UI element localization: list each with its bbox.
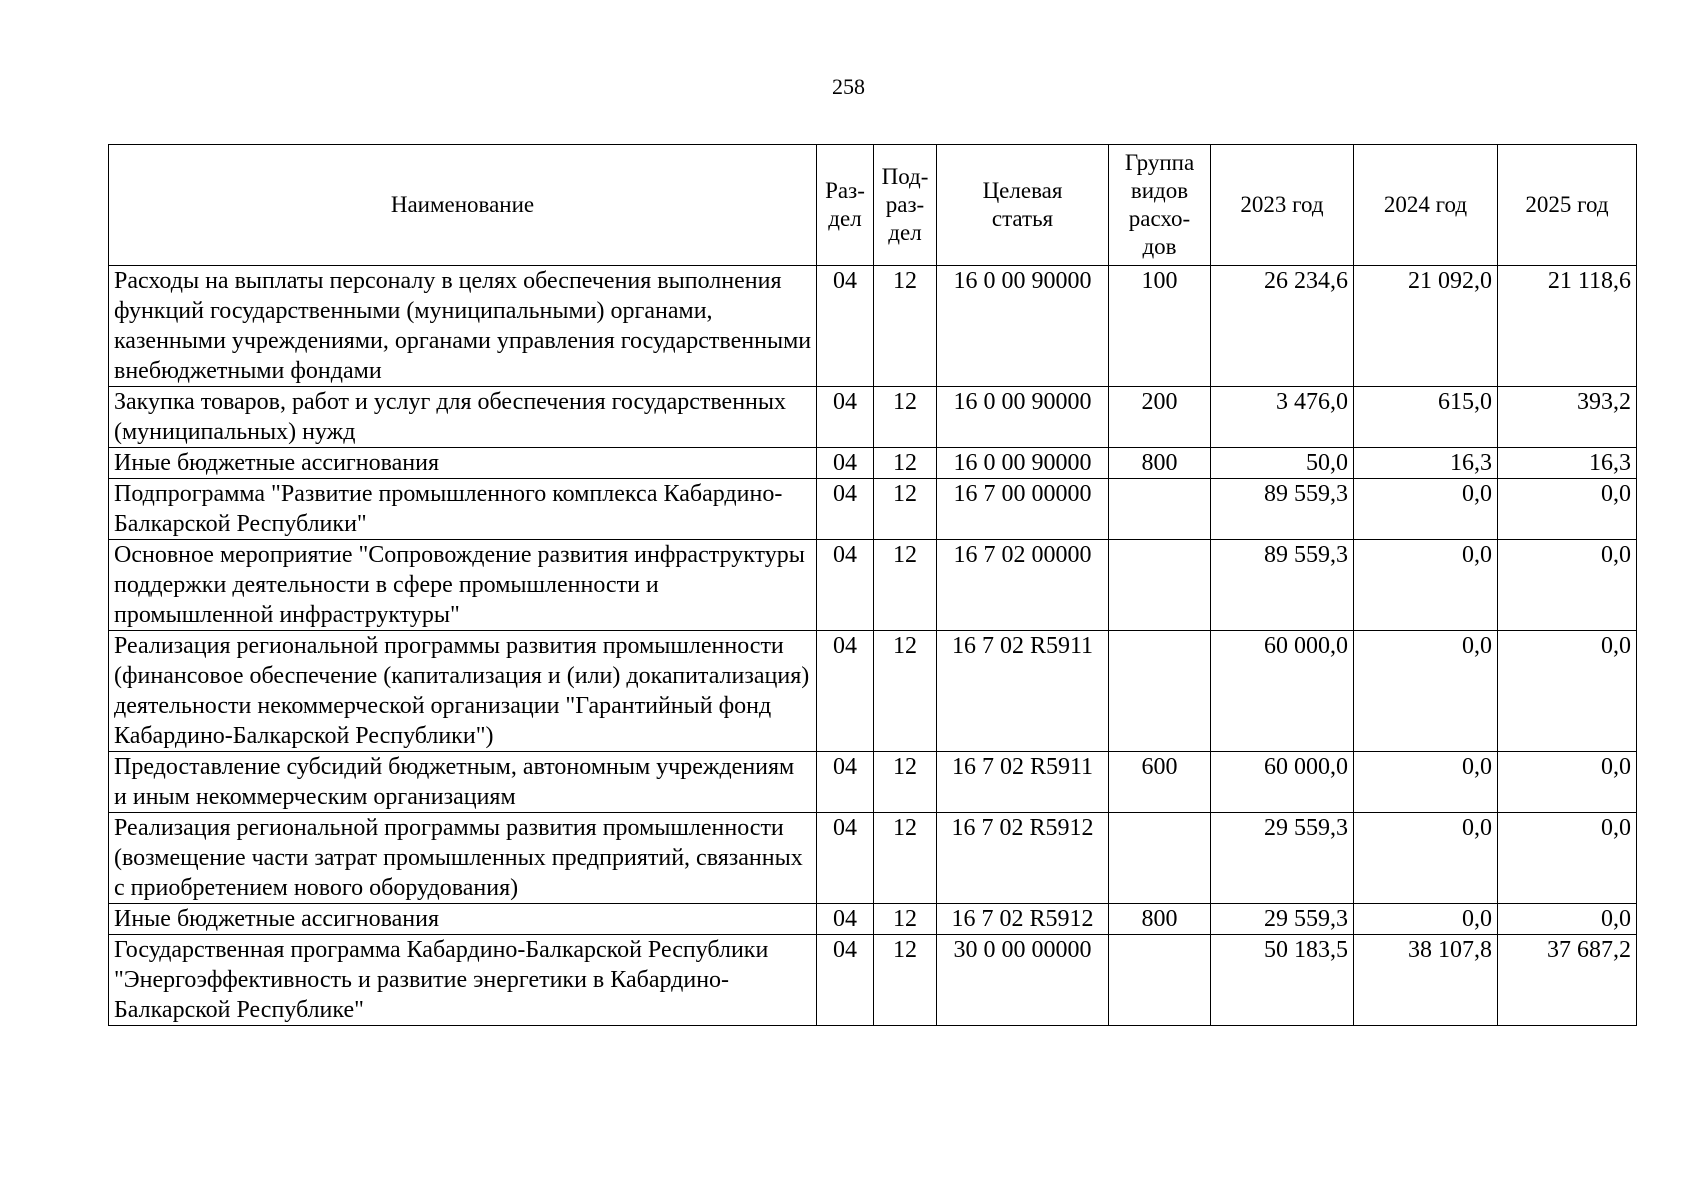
table-row [109, 752, 1637, 813]
cell-gruppa [1109, 540, 1211, 631]
cell-celevaya: 16 7 02 R5912 [937, 813, 1109, 904]
cell-2025: 16,3 [1498, 448, 1637, 479]
header-2023: 2023 год [1211, 145, 1354, 266]
cell-2024: 0,0 [1354, 479, 1498, 540]
cell-2024: 0,0 [1354, 752, 1498, 813]
table-row [109, 904, 1637, 935]
cell-2025: 0,0 [1498, 904, 1637, 935]
cell-podrazdel: 12 [874, 813, 937, 904]
cell-podrazdel: 12 [874, 904, 937, 935]
cell-podrazdel: 12 [874, 935, 937, 1026]
budget-table [108, 144, 1637, 1026]
cell-2024: 0,0 [1354, 631, 1498, 752]
cell-2023: 26 234,6 [1211, 266, 1354, 387]
cell-2023: 3 476,0 [1211, 387, 1354, 448]
cell-2024: 0,0 [1354, 813, 1498, 904]
header-podrazdel-text: Под- раз- дел [881, 164, 929, 245]
cell-podrazdel: 12 [874, 266, 937, 387]
header-celevaya [937, 145, 1109, 266]
cell-name: Основное мероприятие "Сопровождение развития инфраструктуры поддержки деятельности в сфере промышленности и промышленной инфраструктуры" [109, 540, 817, 631]
cell-celevaya: 16 0 00 90000 [937, 387, 1109, 448]
header-name: Наименование [109, 145, 817, 266]
cell-razdel: 04 [817, 448, 874, 479]
cell-gruppa: 800 [1109, 904, 1211, 935]
cell-2025: 393,2 [1498, 387, 1637, 448]
header-podrazdel [874, 145, 937, 266]
cell-celevaya: 16 7 02 00000 [937, 540, 1109, 631]
cell-2023: 50 183,5 [1211, 935, 1354, 1026]
cell-2024: 38 107,8 [1354, 935, 1498, 1026]
cell-celevaya: 16 0 00 90000 [937, 448, 1109, 479]
cell-2023: 89 559,3 [1211, 540, 1354, 631]
cell-celevaya: 16 7 02 R5911 [937, 752, 1109, 813]
header-celevaya-text: Целевая статья [982, 178, 1063, 231]
cell-gruppa [1109, 935, 1211, 1026]
cell-2025: 0,0 [1498, 813, 1637, 904]
cell-podrazdel: 12 [874, 540, 937, 631]
cell-gruppa: 800 [1109, 448, 1211, 479]
cell-razdel: 04 [817, 752, 874, 813]
table-row [109, 387, 1637, 448]
cell-razdel: 04 [817, 631, 874, 752]
cell-gruppa [1109, 479, 1211, 540]
cell-name: Иные бюджетные ассигнования [109, 904, 817, 935]
cell-celevaya: 16 7 02 R5911 [937, 631, 1109, 752]
cell-celevaya: 30 0 00 00000 [937, 935, 1109, 1026]
cell-2025: 21 118,6 [1498, 266, 1637, 387]
cell-celevaya: 16 7 02 R5912 [937, 904, 1109, 935]
cell-2023: 50,0 [1211, 448, 1354, 479]
cell-2025: 0,0 [1498, 631, 1637, 752]
header-gruppa [1109, 145, 1211, 266]
table-row [109, 266, 1637, 387]
cell-2024: 21 092,0 [1354, 266, 1498, 387]
cell-2024: 0,0 [1354, 540, 1498, 631]
cell-gruppa: 100 [1109, 266, 1211, 387]
cell-2025: 37 687,2 [1498, 935, 1637, 1026]
cell-gruppa [1109, 631, 1211, 752]
cell-2025: 0,0 [1498, 479, 1637, 540]
cell-name: Реализация региональной программы развития промышленности (возмещение части затрат промышленных предприятий, связанных с приобретением нового оборудования) [109, 813, 817, 904]
cell-gruppa [1109, 813, 1211, 904]
cell-2023: 29 559,3 [1211, 813, 1354, 904]
cell-razdel: 04 [817, 935, 874, 1026]
cell-podrazdel: 12 [874, 387, 937, 448]
header-2024: 2024 год [1354, 145, 1498, 266]
cell-2024: 615,0 [1354, 387, 1498, 448]
cell-podrazdel: 12 [874, 631, 937, 752]
cell-name: Предоставление субсидий бюджетным, автономным учреждениям и иным некоммерческим организациям [109, 752, 817, 813]
cell-name: Подпрограмма "Развитие промышленного комплекса Кабардино-Балкарской Республики" [109, 479, 817, 540]
cell-name: Государственная программа Кабардино-Балкарской Республики "Энергоэффективность и развитие энергетики в Кабардино-Балкарской Республике" [109, 935, 817, 1026]
cell-razdel: 04 [817, 387, 874, 448]
cell-2025: 0,0 [1498, 752, 1637, 813]
cell-2023: 29 559,3 [1211, 904, 1354, 935]
cell-podrazdel: 12 [874, 479, 937, 540]
cell-podrazdel: 12 [874, 752, 937, 813]
cell-2023: 89 559,3 [1211, 479, 1354, 540]
table-row [109, 448, 1637, 479]
cell-gruppa: 200 [1109, 387, 1211, 448]
cell-name: Расходы на выплаты персоналу в целях обеспечения выполнения функций государственными (муниципальными) органами, казенными учреждениями, органами управления государственными внебюджетными фондами [109, 266, 817, 387]
cell-2023: 60 000,0 [1211, 752, 1354, 813]
cell-razdel: 04 [817, 813, 874, 904]
table-row [109, 935, 1637, 1026]
cell-razdel: 04 [817, 904, 874, 935]
cell-celevaya: 16 7 00 00000 [937, 479, 1109, 540]
cell-razdel: 04 [817, 266, 874, 387]
header-razdel-text: Раз- дел [825, 178, 865, 231]
cell-razdel: 04 [817, 540, 874, 631]
cell-name: Закупка товаров, работ и услуг для обеспечения государственных (муниципальных) нужд [109, 387, 817, 448]
cell-podrazdel: 12 [874, 448, 937, 479]
cell-2024: 16,3 [1354, 448, 1498, 479]
table-row [109, 479, 1637, 540]
header-gruppa-text: Группа видов расхо- дов [1124, 150, 1195, 259]
cell-gruppa: 600 [1109, 752, 1211, 813]
cell-razdel: 04 [817, 479, 874, 540]
header-2025: 2025 год [1498, 145, 1637, 266]
table-header-row [109, 145, 1637, 266]
cell-2023: 60 000,0 [1211, 631, 1354, 752]
table-row [109, 540, 1637, 631]
page-number: 258 [832, 74, 865, 99]
cell-2025: 0,0 [1498, 540, 1637, 631]
table-row [109, 631, 1637, 752]
cell-name: Реализация региональной программы развития промышленности (финансовое обеспечение (капитализация и (или) докапитализация) деятельности некоммерческой организации "Гарантийный фонд Кабардино-Балкарской Республики") [109, 631, 817, 752]
table-row [109, 813, 1637, 904]
cell-2024: 0,0 [1354, 904, 1498, 935]
header-razdel [817, 145, 874, 266]
cell-celevaya: 16 0 00 90000 [937, 266, 1109, 387]
cell-name: Иные бюджетные ассигнования [109, 448, 817, 479]
